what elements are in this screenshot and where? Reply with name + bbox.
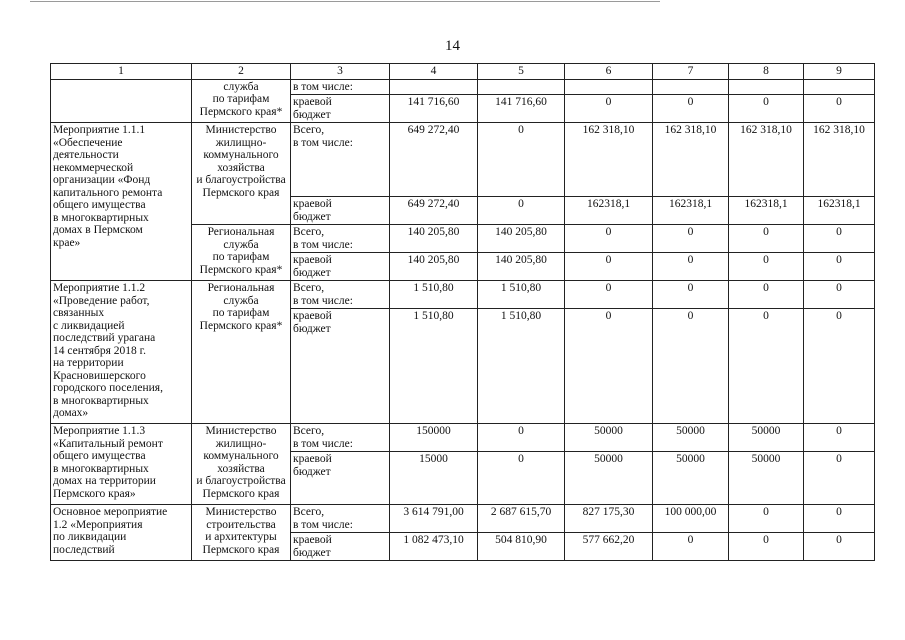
amount-cell: 2 687 615,70	[478, 505, 565, 533]
funding-source-cell: краевой бюджет	[291, 197, 390, 225]
amount-cell: 100 000,00	[653, 505, 729, 533]
amount-cell: 50000	[729, 452, 804, 505]
table-row	[51, 79, 875, 95]
amount-cell: 0	[804, 95, 875, 123]
amount-cell: 162318,1	[729, 197, 804, 225]
amount-cell: 504 810,90	[478, 533, 565, 561]
amount-cell	[729, 79, 804, 95]
amount-cell: 649 272,40	[390, 123, 478, 197]
amount-cell: 0	[729, 95, 804, 123]
amount-cell: 0	[804, 452, 875, 505]
budget-table	[50, 63, 875, 561]
amount-cell: 0	[729, 225, 804, 253]
amount-cell: 140 205,80	[390, 225, 478, 253]
executor-cell: Региональная служба по тарифам Пермского края*	[192, 225, 291, 281]
table-row	[51, 505, 875, 533]
funding-source-cell: Всего, в том числе:	[291, 123, 390, 197]
header-cell: 8	[729, 64, 804, 80]
funding-source-cell: краевой бюджет	[291, 533, 390, 561]
executor-cell: Региональная служба по тарифам Пермского края*	[192, 281, 291, 424]
amount-cell: 0	[478, 123, 565, 197]
activity-name-cell: Мероприятие 1.1.2 «Проведение работ, связанных с ликвидацией последствий урагана 14 сентября 2018 г. на территории Красновишерского городского поселения, в многоквартирных домах»	[51, 281, 192, 424]
header-cell: 5	[478, 64, 565, 80]
amount-cell: 15000	[390, 452, 478, 505]
amount-cell: 162318,1	[804, 197, 875, 225]
executor-cell: Министерство жилищно- коммунального хозяйства и благоустройства Пермского края	[192, 424, 291, 505]
amount-cell: 140 205,80	[478, 225, 565, 253]
amount-cell: 649 272,40	[390, 197, 478, 225]
funding-source-cell: Всего, в том числе:	[291, 424, 390, 452]
amount-cell: 50000	[653, 452, 729, 505]
amount-cell: 0	[729, 281, 804, 309]
amount-cell: 1 510,80	[478, 309, 565, 424]
amount-cell: 0	[804, 505, 875, 533]
amount-cell: 141 716,60	[390, 95, 478, 123]
amount-cell: 0	[653, 225, 729, 253]
page-number: 14	[445, 38, 460, 54]
amount-cell: 1 510,80	[478, 281, 565, 309]
activity-name-cell: Мероприятие 1.1.3 «Капитальный ремонт общего имущества в многоквартирных домах на территории Пермского края»	[51, 424, 192, 505]
amount-cell: 50000	[565, 424, 653, 452]
amount-cell: 162 318,10	[565, 123, 653, 197]
amount-cell: 0	[565, 281, 653, 309]
scan-top-rule	[30, 1, 660, 2]
amount-cell: 150000	[390, 424, 478, 452]
amount-cell: 0	[565, 225, 653, 253]
amount-cell: 827 175,30	[565, 505, 653, 533]
amount-cell: 162318,1	[653, 197, 729, 225]
funding-source-cell: в том числе:	[291, 79, 390, 95]
amount-cell: 0	[804, 309, 875, 424]
amount-cell: 162 318,10	[729, 123, 804, 197]
table-row	[51, 123, 875, 197]
amount-cell: 0	[478, 424, 565, 452]
executor-cell: Министерство строительства и архитектуры Пермского края	[192, 505, 291, 561]
amount-cell: 0	[729, 309, 804, 424]
funding-source-cell: краевой бюджет	[291, 309, 390, 424]
amount-cell: 0	[653, 281, 729, 309]
activity-name-cell: Мероприятие 1.1.1 «Обеспечение деятельности некоммерческой организации «Фонд капитального ремонта общего имущества в многоквартирных домах в Пермском крае»	[51, 123, 192, 281]
amount-cell: 141 716,60	[478, 95, 565, 123]
amount-cell: 0	[804, 253, 875, 281]
amount-cell: 1 082 473,10	[390, 533, 478, 561]
header-cell: 2	[192, 64, 291, 80]
amount-cell: 162 318,10	[804, 123, 875, 197]
amount-cell	[478, 79, 565, 95]
executor-cell: служба по тарифам Пермского края*	[192, 79, 291, 123]
amount-cell: 0	[729, 533, 804, 561]
header-cell: 7	[653, 64, 729, 80]
amount-cell	[390, 79, 478, 95]
funding-source-cell: Всего, в том числе:	[291, 225, 390, 253]
header-cell: 4	[390, 64, 478, 80]
amount-cell	[653, 79, 729, 95]
amount-cell: 0	[804, 424, 875, 452]
amount-cell: 50000	[729, 424, 804, 452]
amount-cell	[804, 79, 875, 95]
amount-cell: 0	[804, 281, 875, 309]
executor-cell: Министерство жилищно- коммунального хозяйства и благоустройства Пермского края	[192, 123, 291, 225]
amount-cell: 0	[653, 533, 729, 561]
funding-source-cell: Всего, в том числе:	[291, 281, 390, 309]
activity-name-cell	[51, 79, 192, 123]
amount-cell: 0	[653, 309, 729, 424]
header-cell: 1	[51, 64, 192, 80]
amount-cell: 3 614 791,00	[390, 505, 478, 533]
funding-source-cell: Всего, в том числе:	[291, 505, 390, 533]
funding-source-cell: краевой бюджет	[291, 452, 390, 505]
amount-cell: 0	[804, 533, 875, 561]
amount-cell: 0	[653, 95, 729, 123]
header-cell: 6	[565, 64, 653, 80]
funding-source-cell: краевой бюджет	[291, 95, 390, 123]
table-body	[51, 79, 875, 561]
amount-cell	[565, 79, 653, 95]
amount-cell: 0	[565, 95, 653, 123]
activity-name-cell: Основное мероприятие 1.2 «Мероприятия по ликвидации последствий	[51, 505, 192, 561]
amount-cell: 1 510,80	[390, 281, 478, 309]
amount-cell: 0	[804, 225, 875, 253]
header-cell: 9	[804, 64, 875, 80]
amount-cell: 0	[653, 253, 729, 281]
header-row	[51, 64, 875, 80]
amount-cell: 0	[565, 309, 653, 424]
amount-cell: 162 318,10	[653, 123, 729, 197]
amount-cell: 0	[565, 253, 653, 281]
amount-cell: 0	[478, 197, 565, 225]
amount-cell: 50000	[565, 452, 653, 505]
table-row	[51, 424, 875, 452]
amount-cell: 0	[729, 505, 804, 533]
amount-cell: 162318,1	[565, 197, 653, 225]
amount-cell: 140 205,80	[390, 253, 478, 281]
amount-cell: 577 662,20	[565, 533, 653, 561]
header-cell: 3	[291, 64, 390, 80]
amount-cell: 50000	[653, 424, 729, 452]
table-row	[51, 281, 875, 309]
funding-source-cell: краевой бюджет	[291, 253, 390, 281]
amount-cell: 0	[729, 253, 804, 281]
amount-cell: 140 205,80	[478, 253, 565, 281]
amount-cell: 1 510,80	[390, 309, 478, 424]
amount-cell: 0	[478, 452, 565, 505]
